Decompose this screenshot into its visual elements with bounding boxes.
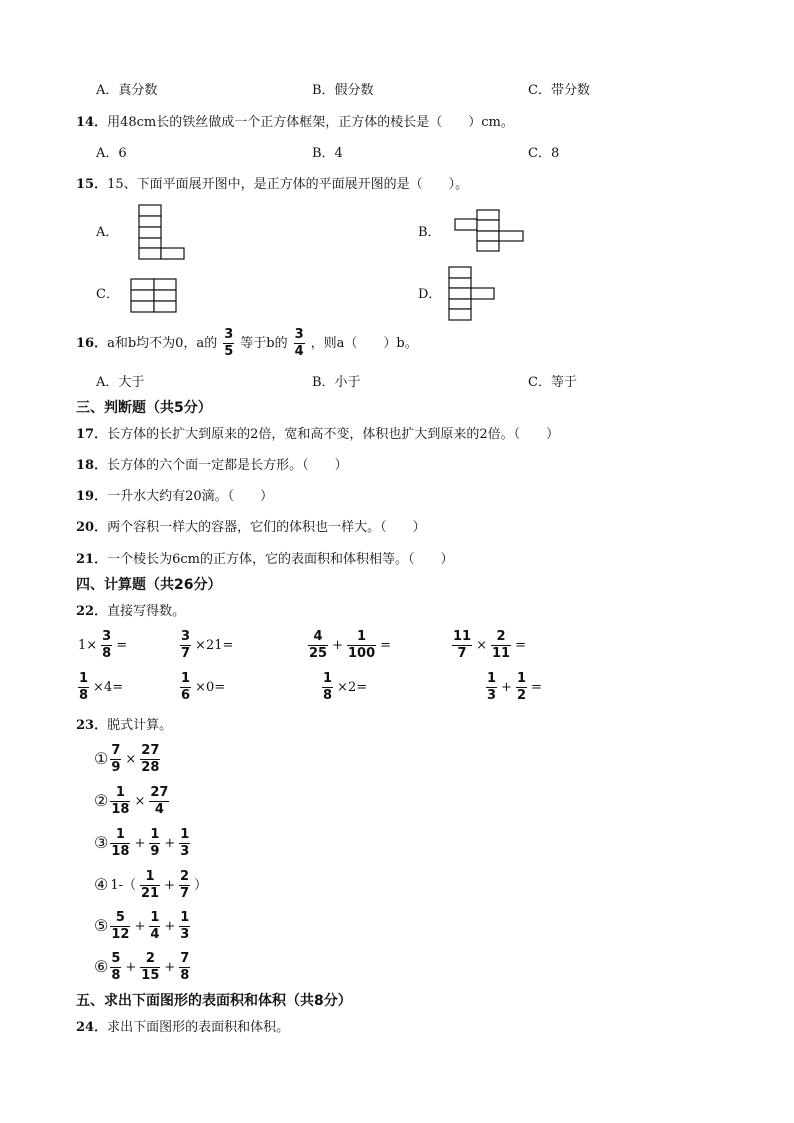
q18-number: 18． — [76, 458, 108, 473]
q15-net-b-figure — [454, 209, 526, 253]
q24-question — [76, 1021, 289, 1034]
fraction — [140, 952, 160, 982]
q15-option-c: C． — [96, 287, 119, 302]
fraction — [179, 952, 190, 982]
q13-option-a: A．真分数 — [96, 83, 158, 98]
numerator: 5 — [111, 951, 121, 966]
fraction — [110, 786, 130, 816]
item-marker: ⑥ — [94, 957, 109, 977]
numerator: 3 — [102, 629, 112, 644]
denominator: 9 — [111, 759, 121, 775]
fraction — [516, 672, 527, 702]
q19-question — [76, 490, 273, 503]
numerator: 1 — [180, 827, 190, 842]
q22-expr-1 — [76, 630, 129, 660]
fraction — [491, 630, 511, 660]
item-marker: ① — [94, 749, 109, 769]
denominator: 11 — [492, 645, 511, 661]
q23-text: 脱式计算。 — [107, 718, 173, 733]
expr-prefix: 1-（ — [110, 877, 137, 893]
fraction — [110, 744, 121, 774]
numerator: 3 — [181, 629, 191, 644]
operator: + — [164, 877, 176, 893]
denominator: 18 — [111, 801, 130, 817]
q22-expr-8 — [484, 672, 544, 702]
denominator: 18 — [111, 843, 130, 859]
q13-option-c: C．带分数 — [528, 83, 590, 98]
denominator: 25 — [309, 645, 328, 661]
expr-suffix: = — [531, 679, 542, 695]
numerator: 4 — [308, 630, 328, 646]
expr-prefix: 1× — [78, 637, 98, 653]
q16-fraction-1 — [223, 328, 234, 358]
q16-option-a: A．大于 — [96, 375, 145, 390]
operator: + — [332, 637, 343, 653]
fraction — [180, 630, 191, 660]
fraction — [179, 828, 190, 858]
q13-option-b: B．假分数 — [312, 83, 374, 98]
q16-text-part2: 等于b的 — [240, 335, 288, 351]
numerator: 5 — [110, 911, 130, 927]
q19-number: 19． — [76, 489, 108, 504]
denominator: 7 — [181, 645, 191, 661]
section-5-heading: 五、求出下面图形的表面积和体积（共8分） — [76, 993, 352, 1009]
q14-number: 14． — [76, 115, 108, 130]
expr-suffix: ×4= — [93, 679, 124, 695]
denominator: 8 — [323, 687, 333, 703]
q23-question — [76, 719, 172, 732]
q23-item-3 — [94, 828, 192, 858]
denominator: 9 — [150, 843, 160, 859]
fraction — [149, 786, 169, 816]
q16-question — [76, 328, 418, 358]
numerator: 2 — [180, 869, 190, 884]
numerator: 7 — [111, 743, 121, 758]
q18-question — [76, 459, 348, 472]
numerator: 1 — [140, 870, 160, 886]
denominator: 6 — [181, 687, 191, 703]
fraction — [110, 911, 130, 941]
fraction — [149, 911, 160, 941]
fraction — [179, 870, 190, 900]
q16-option-b: B．小于 — [312, 375, 361, 390]
q15-question — [76, 178, 468, 191]
fraction — [452, 630, 472, 660]
operator: + — [134, 918, 146, 934]
q18-text: 长方体的六个面一定都是长方形。（ ） — [107, 458, 348, 473]
q14-option-b: B．4 — [312, 146, 343, 161]
expr-suffix: = — [515, 637, 526, 653]
fraction — [140, 744, 160, 774]
denominator: 4 — [154, 801, 164, 817]
denominator: 15 — [141, 967, 160, 983]
numerator: 1 — [150, 910, 160, 925]
fraction — [78, 672, 89, 702]
numerator: 27 — [150, 785, 169, 800]
q22-expr-2 — [178, 630, 235, 660]
fraction — [110, 828, 130, 858]
q22-expr-7 — [320, 672, 369, 702]
denominator: 7 — [180, 885, 190, 901]
numerator: 7 — [180, 951, 190, 966]
operator: + — [501, 679, 512, 695]
q17-number: 17． — [76, 427, 108, 442]
q24-number: 24． — [76, 1020, 108, 1035]
q15-option-d: D． — [418, 287, 442, 302]
numerator: 1 — [323, 671, 333, 686]
denominator: 21 — [141, 885, 160, 901]
operator: + — [134, 835, 146, 851]
q21-text: 一个棱长为6cm的正方体，它的表面积和体积相等。（ ） — [107, 552, 454, 567]
denominator: 8 — [180, 967, 190, 983]
fraction — [140, 870, 160, 900]
numerator: 1 — [487, 671, 497, 686]
q14-text: 用48cm长的铁丝做成一个正方体框架，正方体的棱长是（ ）cm。 — [107, 115, 514, 130]
numerator: 1 — [181, 671, 191, 686]
denominator: 3 — [180, 926, 190, 942]
item-marker: ④ — [94, 875, 109, 895]
fraction — [180, 672, 191, 702]
q16-text-part1: a和b均不为0，a的 — [107, 335, 218, 351]
denominator: 2 — [516, 687, 526, 703]
q20-text: 两个容积一样大的容器，它们的体积也一样大。（ ） — [107, 520, 426, 535]
numerator: 1 — [110, 786, 130, 802]
denominator: 4 — [150, 926, 160, 942]
q19-text: 一升水大约有20滴。（ ） — [107, 489, 274, 504]
expr-suffix: = — [116, 637, 128, 653]
q14-option-c: C．8 — [528, 146, 560, 161]
q23-item-1 — [94, 744, 162, 774]
expr-suffix: ×21= — [195, 637, 234, 653]
q17-text: 长方体的长扩大到原来的2倍，宽和高不变，体积也扩大到原来的2倍。（ ） — [107, 427, 560, 442]
q21-number: 21． — [76, 552, 108, 567]
operator: + — [164, 918, 176, 934]
numerator: 1 — [110, 828, 130, 844]
fraction — [110, 952, 121, 982]
q22-text: 直接写得数。 — [107, 604, 186, 619]
section-4-heading: 四、计算题（共26分） — [76, 577, 222, 593]
q15-number: 15． — [76, 177, 108, 192]
numerator: 1 — [516, 671, 526, 686]
denominator: 7 — [457, 645, 467, 661]
numerator: 27 — [141, 743, 160, 758]
fraction — [322, 672, 333, 702]
q24-text: 求出下面图形的表面积和体积。 — [107, 1020, 290, 1035]
q16-text-part3: ，则a（ ）b。 — [310, 335, 418, 351]
operator: × — [134, 793, 146, 809]
operator: × — [476, 637, 487, 653]
q16-option-c: C．等于 — [528, 375, 577, 390]
fraction — [347, 630, 376, 660]
q14-option-a: A．6 — [96, 146, 127, 161]
denominator: 28 — [141, 759, 160, 775]
numerator: 11 — [453, 629, 472, 644]
q15-net-d-figure — [448, 266, 498, 322]
q23-item-2 — [94, 786, 171, 816]
item-marker: ② — [94, 791, 109, 811]
q23-item-5 — [94, 911, 192, 941]
q15-text: 15、下面平面展开图中，是正方体的平面展开图的是（ ）。 — [107, 177, 469, 192]
q20-question — [76, 521, 426, 534]
numerator: 1 — [347, 630, 376, 646]
denominator: 12 — [111, 926, 130, 942]
q15-option-b: B． — [418, 225, 441, 240]
fraction — [486, 672, 497, 702]
fraction — [101, 630, 112, 660]
q21-question — [76, 553, 453, 566]
numerator: 3 — [294, 327, 304, 342]
q22-expr-3 — [306, 630, 393, 660]
denominator: 8 — [111, 967, 121, 983]
numerator: 1 — [180, 910, 190, 925]
q17-question — [76, 428, 559, 441]
fraction — [179, 911, 190, 941]
numerator: 3 — [224, 327, 234, 342]
operator: + — [164, 835, 176, 851]
denominator: 5 — [224, 343, 234, 359]
section-3-heading: 三、判断题（共5分） — [76, 400, 212, 416]
operator: + — [125, 959, 137, 975]
q23-item-4 — [94, 870, 209, 900]
expr-suffix: ×0= — [195, 679, 226, 695]
denominator: 3 — [180, 843, 190, 859]
q20-number: 20． — [76, 520, 108, 535]
q16-number: 16． — [76, 335, 108, 351]
denominator: 3 — [487, 687, 497, 703]
numerator: 1 — [150, 827, 160, 842]
denominator: 4 — [294, 343, 304, 359]
item-marker: ⑤ — [94, 916, 109, 936]
q16-fraction-2 — [294, 328, 305, 358]
q23-number: 23． — [76, 718, 108, 733]
numerator: 2 — [491, 630, 511, 646]
q22-expr-5 — [76, 672, 125, 702]
q15-net-a-figure — [138, 204, 188, 260]
item-marker: ③ — [94, 833, 109, 853]
q22-number: 22． — [76, 604, 108, 619]
q15-net-c-figure — [130, 278, 178, 314]
expr-suffix: = — [380, 637, 392, 653]
denominator: 100 — [348, 645, 376, 661]
q22-expr-6 — [178, 672, 227, 702]
operator: + — [164, 959, 176, 975]
operator: × — [125, 751, 137, 767]
expr-suffix: ×2= — [337, 679, 368, 695]
q22-question — [76, 605, 185, 618]
fraction — [308, 630, 328, 660]
numerator: 1 — [79, 671, 89, 686]
fraction — [149, 828, 160, 858]
numerator: 2 — [140, 952, 160, 968]
q22-expr-4 — [450, 630, 528, 660]
expr-suffix: ） — [194, 877, 208, 893]
q15-option-a: A． — [96, 225, 119, 240]
denominator: 8 — [79, 687, 89, 703]
q23-item-6 — [94, 952, 192, 982]
denominator: 8 — [102, 645, 112, 661]
q14-question — [76, 116, 514, 129]
